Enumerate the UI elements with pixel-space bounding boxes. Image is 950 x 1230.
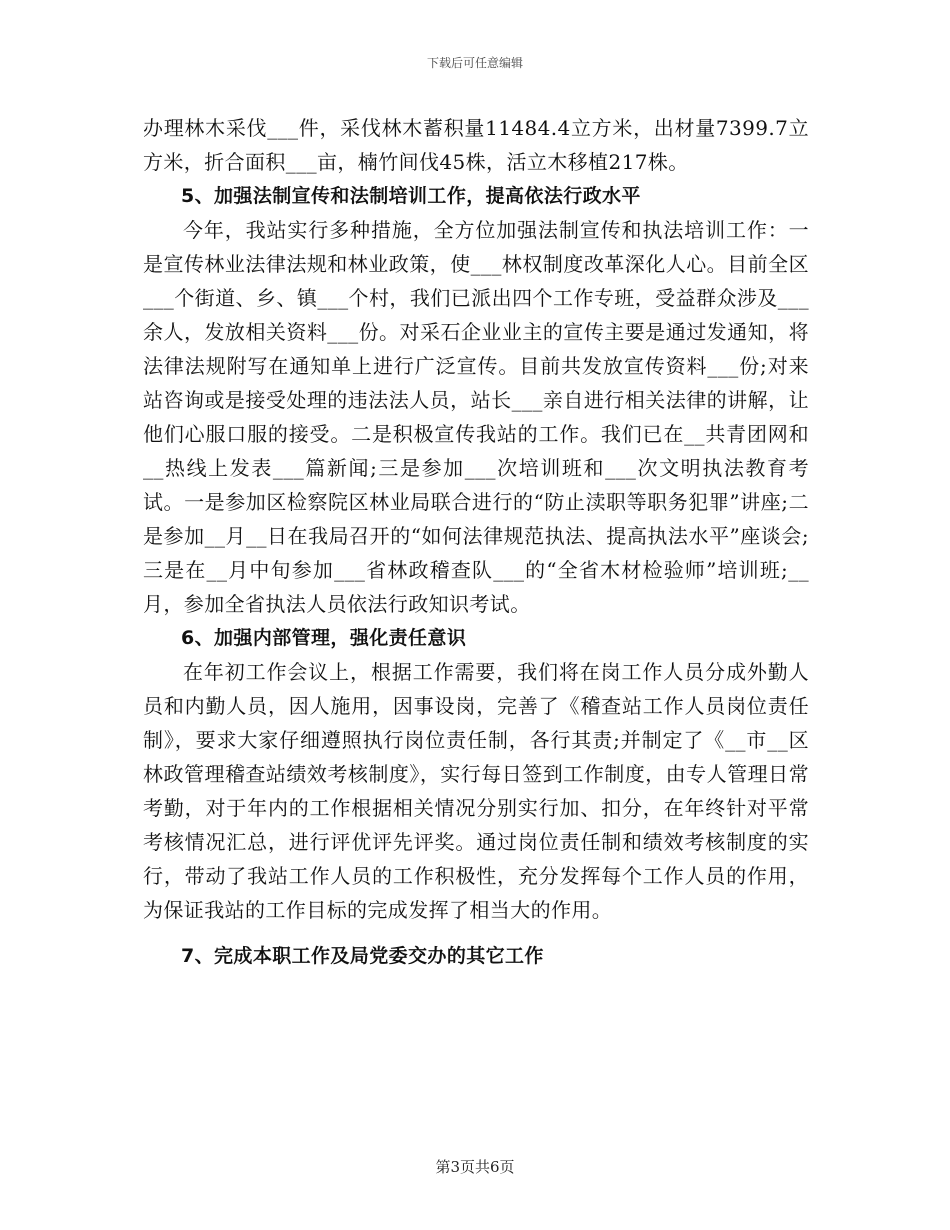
document-body [143, 111, 809, 973]
page-header: 下载后可任意编辑 [426, 56, 523, 70]
paragraph-legal-publicity: 今年，我站实行多种措施，全方位加强法制宣传和执法培训工作：一是宣传林业法律法规和林业政策，使___林权制度改革深化人心。目前全区___个街道、乡、镇___个村，我们已派出四个工作专班，受益群众涉及___余人，发放相关资料___份。对采石企业业主的宣传主要是通过发通知，将法律法规附写在通知单上进行广泛宣传。目前共发放宣传资料___份;对来站咨询或是接受处理的违法法人员，站长___亲自进行相关法律的讲解，让他们心服口服的接受。二是积极宣传我站的工作。我们已在__共青团网和__热线上发表___篇新闻;三是参加___次培训班和___次文明执法教育考试。一是参加区检察院区林业局联合进行的“防止渎职等职务犯罪”讲座;二是参加__月__日在我局召开的“如何法律规范执法、提高执法水平”座谈会;三是在__月中旬参加___省林政稽查队___的“全省木材检验师”培训班;__月，参加全省执法人员依法行政知识考试。 [143, 218, 809, 616]
paragraph-timber-harvest: 办理林木采伐___件，采伐林木蓄积量11484.4立方米，出材量7399.7立方米，折合面积___亩，楠竹间伐45株，活立木移植217株。 [143, 116, 809, 174]
paragraph-internal-management: 在年初工作会议上，根据工作需要，我们将在岗工作人员分成外勤人员和内勤人员，因人施用，因事设岗，完善了《稽查站工作人员岗位责任制》，要求大家仔细遵照执行岗位责任制，各行其责;并制定了《__市__区林政管理稽查站绩效考核制度》，实行每日签到工作制度，由专人管理日常考勤，对于年内的工作根据相关情况分别实行加、扣分，在年终针对平常考核情况汇总，进行评优评先评奖。通过岗位责任制和绩效考核制度的实行，带动了我站工作人员的工作积极性，充分发挥每个工作人员的作用，为保证我站的工作目标的完成发挥了相当大的作用。 [143, 660, 809, 922]
section-heading-7: 7、完成本职工作及局党委交办的其它工作 [181, 945, 544, 967]
section-heading-6: 6、加强内部管理，强化责任意识 [181, 627, 467, 649]
section-heading-5: 5、加强法制宣传和法制培训工作，提高依法行政水平 [181, 185, 641, 207]
page-footer: 第3页共6页 [435, 1158, 515, 1176]
